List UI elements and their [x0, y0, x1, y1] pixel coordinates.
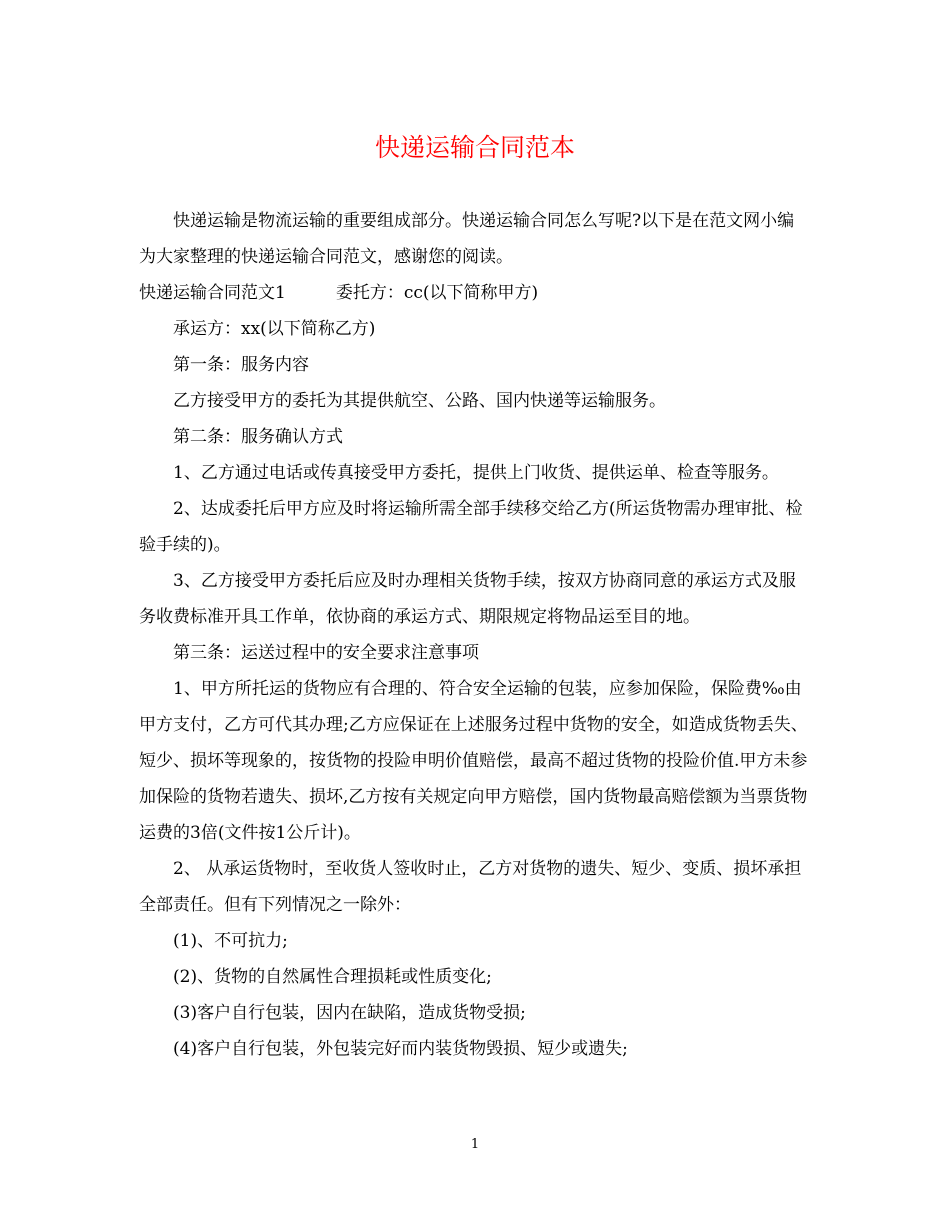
page-number: 1: [470, 1137, 480, 1152]
article-3-title: 第三条：运送过程中的安全要求注意事项: [173, 643, 479, 663]
article-1-title: 第一条：服务内容: [173, 355, 309, 375]
article-3-item-1: 1、甲方所托运的货物应有合理的、符合安全运输的包装，应参加保险，保险费‰由甲方支付，乙方可代其办理;乙方应保证在上述服务过程中货物的安全，如造成货物丢失、短少、损坏等现象的，按货物的投险申明价值赔偿，最高不超过货物的投险价值.甲方未参加保险的货物若遗失、损坏,乙方按有关规定向甲方赔偿，国内货物最高赔偿额为当票货物运费的3倍(文件按1公斤计)。: [139, 679, 808, 843]
exception-item-2: (2)、货物的自然属性合理损耗或性质变化;: [173, 967, 492, 987]
exception-item-4: (4)客户自行包装，外包装完好而内装货物毁损、短少或遗失;: [173, 1039, 628, 1059]
carrier-line: 承运方：xx(以下简称乙方): [173, 319, 376, 339]
article-2-title: 第二条：服务确认方式: [173, 427, 343, 447]
intro-paragraph: 快递运输是物流运输的重要组成部分。快递运输合同怎么写呢?以下是在范文网小编为大家整理的快递运输合同范文，感谢您的阅读。: [139, 211, 795, 267]
exception-item-1: (1)、不可抗力;: [173, 931, 288, 951]
sample-heading: 快递运输合同范文1: [139, 283, 286, 303]
article-1-text: 乙方接受甲方的委托为其提供航空、公路、国内快递等运输服务。: [173, 391, 666, 411]
exception-item-3: (3)客户自行包装，因内在缺陷，造成货物受损;: [173, 1003, 526, 1023]
article-2-item-3: 3、乙方接受甲方委托后应及时办理相关货物手续，按双方协商同意的承运方式及服务收费标准开具工作单，依协商的承运方式、期限规定将物品运至目的地。: [139, 571, 796, 627]
document-body: [139, 203, 811, 1067]
article-3-item-2: 2、 从承运货物时，至收货人签收时止，乙方对货物的遗失、短少、变质、损坏承担全部责任。但有下列情况之一除外：: [139, 859, 802, 915]
article-2-item-2: 2、达成委托后甲方应及时将运输所需全部手续移交给乙方(所运货物需办理审批、检验手续的)。: [139, 499, 803, 555]
document-title: 快递运输合同范本: [374, 133, 575, 162]
client-line: 委托方：cc(以下简称甲方): [335, 283, 539, 303]
article-2-item-1: 1、乙方通过电话或传真接受甲方委托，提供上门收货、提供运单、检查等服务。: [173, 463, 779, 483]
sample-heading-line: [139, 275, 811, 311]
